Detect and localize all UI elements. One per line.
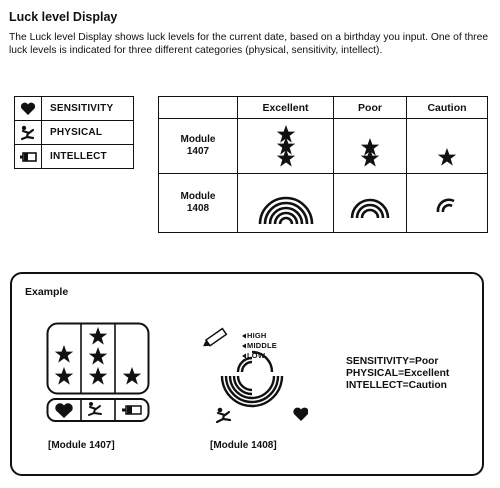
legend-label-intellect: INTELLECT: [50, 151, 107, 162]
category-legend: [14, 96, 134, 169]
legend-label-physical: PHYSICAL: [50, 127, 103, 138]
intro-paragraph: The Luck level Display shows luck levels for the current date, based on a birthday you input. One of three luck levels is indicated for three different categories (physical, sensitivity, intellect).: [9, 32, 489, 56]
row-module-label: Module: [180, 134, 216, 145]
row-module-number: 1408: [186, 203, 210, 214]
caption-module-1408: [Module 1408]: [210, 440, 277, 451]
level-label-middle: MIDDLE: [247, 341, 277, 350]
cell-1407-poor: [334, 119, 407, 174]
row-header-1407: [159, 119, 238, 174]
level-label-low: LOW: [247, 351, 266, 360]
result-intellect: INTELLECT=Caution: [346, 380, 447, 391]
stars-3: [238, 119, 333, 173]
table-row-module-1408: [159, 174, 488, 233]
page-title: Luck level Display: [9, 10, 118, 24]
result-physical: PHYSICAL=Excellent: [346, 368, 450, 379]
caption-module-1407: [Module 1407]: [48, 440, 115, 451]
arcs-2: [407, 174, 487, 232]
module-1407-display: [46, 322, 150, 426]
table-corner: [159, 97, 238, 119]
cell-1408-excellent: [238, 174, 334, 233]
row-module-number: 1407: [186, 146, 210, 157]
row-module-label: Module: [180, 191, 216, 202]
runner-icon: [15, 121, 42, 144]
example-title: Example: [25, 286, 69, 298]
stars-1: [407, 119, 487, 173]
legend-row-sensitivity: [15, 97, 133, 121]
cell-1407-caution: [407, 119, 488, 174]
example-results: [346, 356, 449, 392]
legend-row-intellect: [15, 145, 133, 168]
column-header-poor: Poor: [334, 97, 407, 119]
legend-label-sensitivity: SENSITIVITY: [50, 103, 114, 114]
cell-1408-caution: [407, 174, 488, 233]
cell-1408-poor: [334, 174, 407, 233]
stars-2: [334, 119, 406, 173]
arcs-5: [238, 174, 333, 232]
column-header-caution: Caution: [407, 97, 488, 119]
example-panel: [10, 272, 484, 476]
heart-icon: [15, 97, 42, 120]
row-header-1408: [159, 174, 238, 233]
cell-1407-excellent: [238, 119, 334, 174]
luck-level-table: [158, 96, 488, 233]
column-header-excellent: Excellent: [238, 97, 334, 119]
level-label-high: HIGH: [247, 331, 267, 340]
battery-icon: [15, 145, 42, 168]
result-sensitivity: SENSITIVITY=Poor: [346, 356, 439, 367]
table-row-module-1407: [159, 119, 488, 174]
arcs-3: [334, 174, 406, 232]
legend-row-physical: [15, 121, 133, 145]
